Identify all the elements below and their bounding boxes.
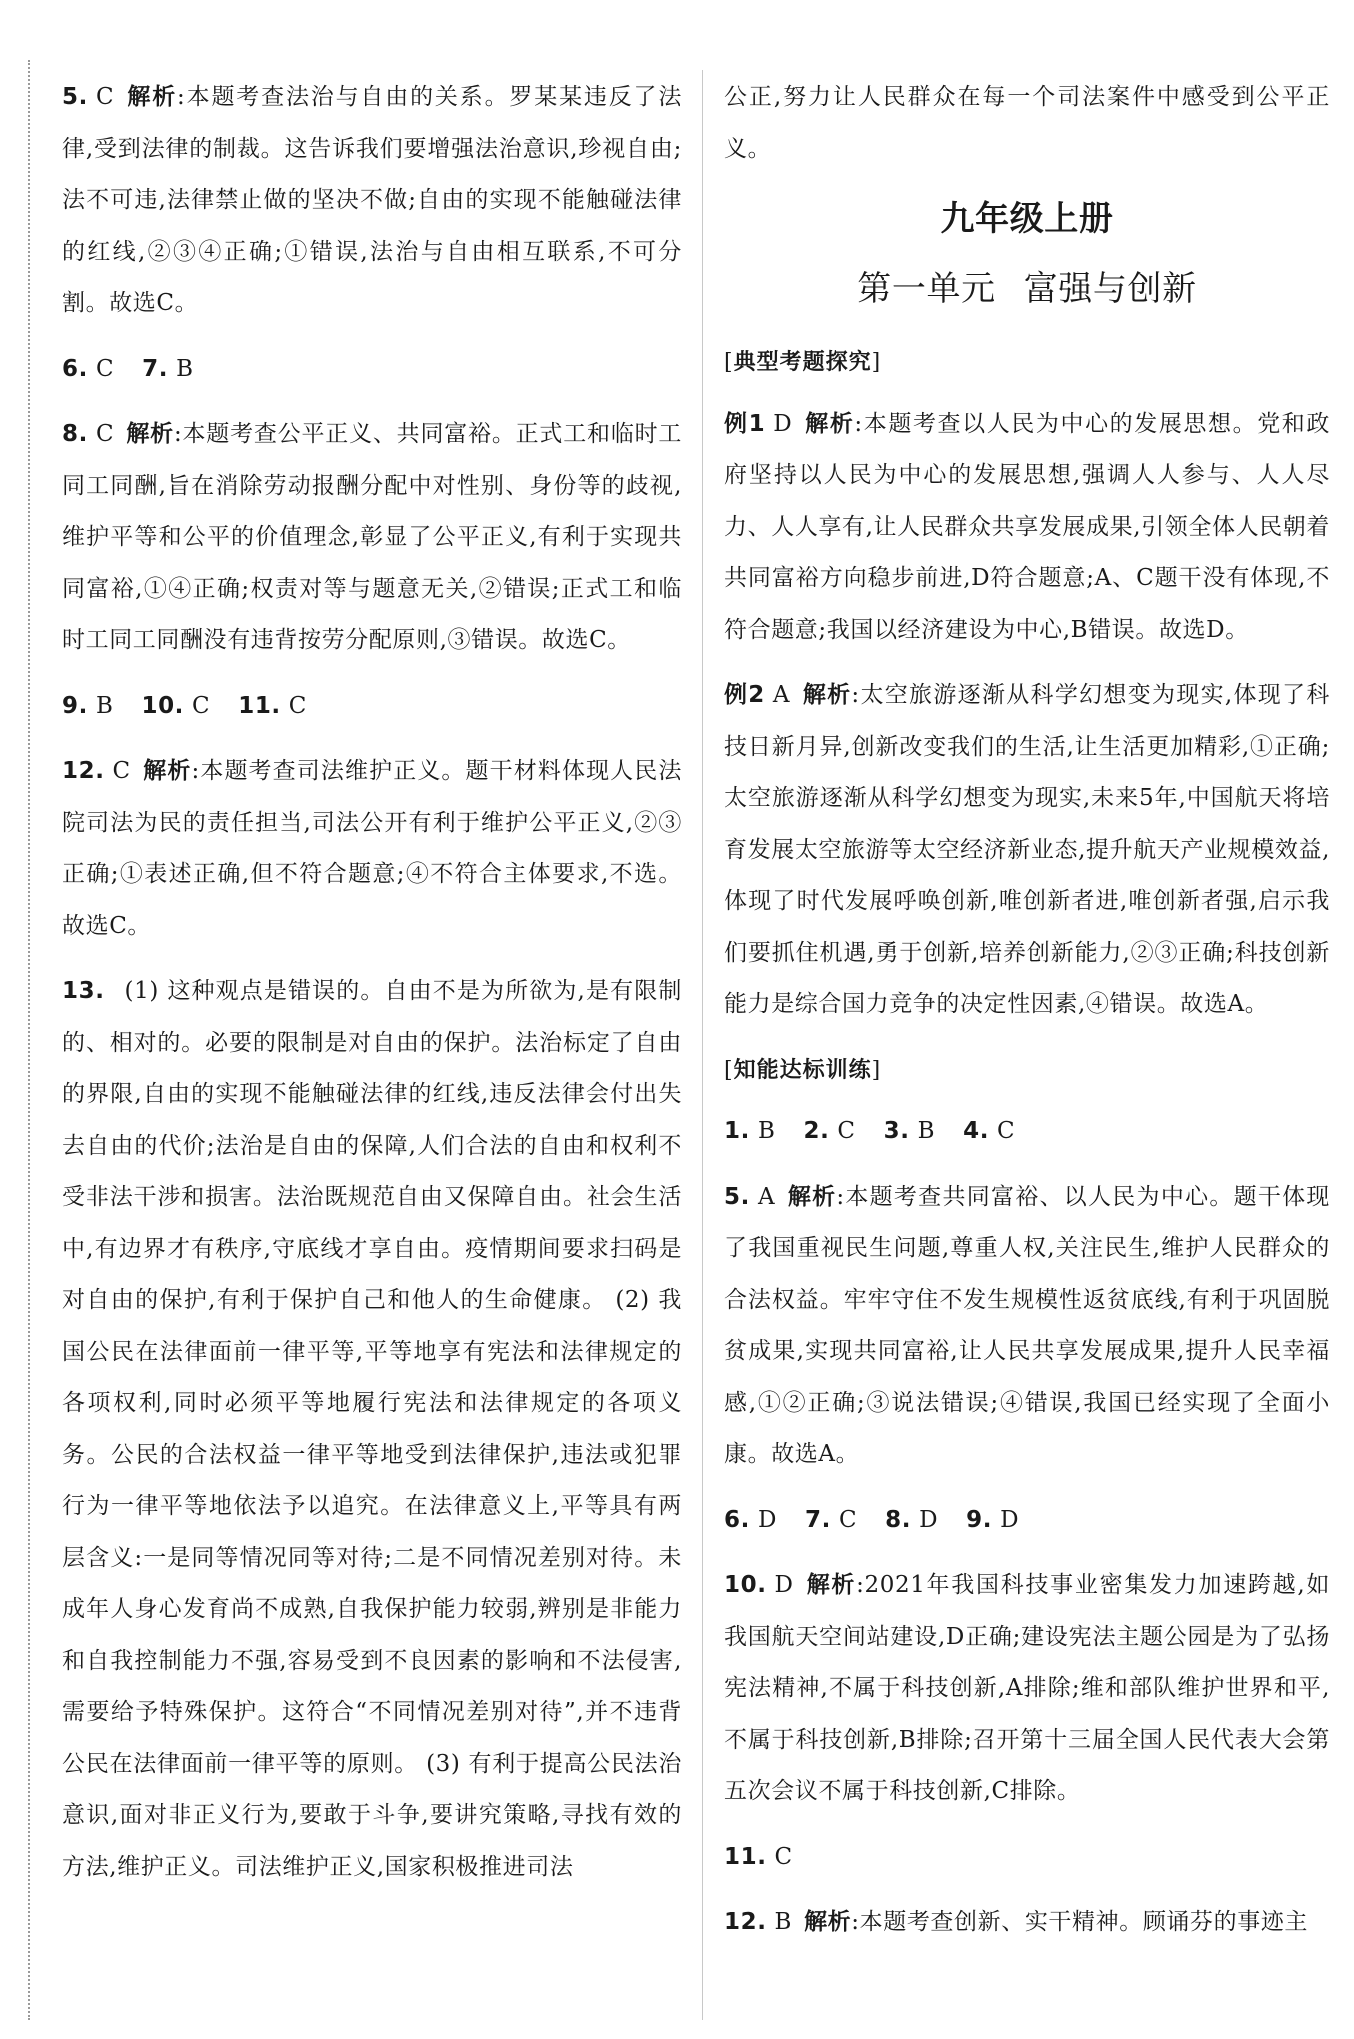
answer-item-5: 5. C 解析:本题考查法治与自由的关系。罗某某违反了法律,受到法律的制裁。这告诉我们要增强法治意识,珍视自由;法不可违,法律禁止做的坚决不做;自由的实现不能触碰法律的红线,②③④正确;①错误,法治与自由相互联系,不可分割。故选C。 — [62, 84, 682, 316]
answer-item-12: 12. C 解析:本题考查司法维护正义。题干材料体现人民法院司法为民的责任担当,司法公开有利于维护公平正义,②③正确;①表述正确,但不符合题意;④不符合主体要求,不选。故选C。 — [62, 758, 682, 939]
unit-name: 富强与创新 — [1023, 269, 1197, 309]
answer-item-6-7: 6. C 7. B — [62, 355, 194, 382]
answer-item-r5: 5. A 解析:本题考查共同富裕、以人民为中心。题干体现了我国重视民生问题,尊重人权,关注民生,维护人民群众的合法权益。牢牢守住不发生规模性返贫底线,有利于巩固脱贫成果,实现共同富裕,让人民共享发展成果,提升人民幸福感,①②正确;③说法错误;④错误,我国已经实现了全面小康。故选A。 — [724, 1183, 1330, 1467]
section-heading-training: [知能达标训练] — [724, 1057, 882, 1083]
answer-item-13: 13. (1) 这种观点是错误的。自由不是为所欲为,是有限制的、相对的。必要的限制是对自由的保护。法治标定了自由的界限,自由的实现不能触碰法律的红线,违反法律会付出失去自由的代价;法治是自由的保障,人们合法的自由和权利不受非法干涉和损害。法治既规范自由又保障自由。社会生活中,有边界才有秩序,守底线才享自由。疫情期间要求扫码是对自由的保护,有利于保护自己和他人的生命健康。 (2) 我国公民在法律面前一律平等,平等地享有宪法和法律规定的各项权利,同时必须平等地履行宪法和法律规定的各项义务。公民的合法权益一律平等地受到法律保护,违法或犯罪行为一律平等地依法予以追究。在法律意义上,平等具有两层含义:一是同等情况同等对待;二是不同情况差别对待。未成年人身心发育尚不成熟,自我保护能力较弱,辨别是非能力和自我控制能力不强,容易受到不良因素的影响和不法侵害,需要给予特殊保护。这符合“不同情况差别对待”,并不违背公民在法律面前一律平等的原则。 (3) 有利于提高公民法治意识,面对非正义行为,要敢于斗争,要讲究策略,寻找有效的方法,维护正义。司法维护正义,国家积极推进司法 — [62, 978, 682, 1880]
column-divider — [702, 70, 703, 2020]
margin-dotted-rule — [28, 60, 30, 2020]
answer-item-r11: 11. C — [724, 1843, 793, 1870]
answer-item-r10: 10. D 解析:2021年我国科技事业密集发力加速跨越,如我国航天空间站建设,D正确;建设宪法主题公园是为了弘扬宪法精神,不属于科技创新,A排除;维和部队维护世界和平,不属于科技创新,B排除;召开第十三届全国人民代表大会第五次会议不属于科技创新,C排除。 — [724, 1572, 1330, 1804]
unit-label: 第一单元 — [857, 269, 996, 309]
answer-item-6-9: 6. D 7. C 8. D 9. D — [724, 1506, 1020, 1533]
answer-item-r12: 12. B 解析:本题考查创新、实干精神。顾诵芬的事迹主 — [724, 1909, 1309, 1935]
example-1: 例1 D 解析:本题考查以人民为中心的发展思想。党和政府坚持以人民为中心的发展思想,强调人人参与、人人尽力、人人享有,让人民群众共享发展成果,引领全体人民朝着共同富裕方向稳步前进,D符合题意;A、C题干没有体现,不符合题意;我国以经济建设为中心,B错误。故选D。 — [724, 410, 1330, 643]
answer-item-1-4: 1. B 2. C 3. B 4. C — [724, 1118, 1016, 1144]
grade-title: 九年级上册 — [940, 199, 1114, 239]
answer-item-8: 8. C 解析:本题考查公平正义、共同富裕。正式工和临时工同工同酬,旨在消除劳动报酬分配中对性别、身份等的歧视,维护平等和公平的价值理念,彰显了公平正义,有利于实现共同富裕,①④正确;权责对等与题意无关,②错误;正式工和临时工同工同酬没有违背按劳分配原则,③错误。故选C。 — [62, 421, 683, 653]
example-2: 例2 A 解析:太空旅游逐渐从科学幻想变为现实,体现了科技日新月异,创新改变我们的生活,让生活更加精彩,①正确;太空旅游逐渐从科学幻想变为现实,未来5年,中国航天将培育发展太空旅游等太空经济新业态,提升航天产业规模效益,体现了时代发展呼唤创新,唯创新者进,唯创新者强,启示我们要抓住机遇,勇于创新,培养创新能力,②③正确;科技创新能力是综合国力竞争的决定性因素,④错误。故选A。 — [724, 682, 1330, 1017]
section-heading-typical: [典型考题探究] — [724, 350, 882, 375]
unit-title — [724, 259, 1330, 319]
left-column — [62, 72, 682, 1907]
answer-item-9-11: 9. B 10. C 11. C — [62, 692, 307, 719]
right-column — [724, 72, 1330, 1963]
continuation-text: 公正,努力让人民群众在每一个司法案件中感受到公平正义。 — [724, 84, 1330, 162]
